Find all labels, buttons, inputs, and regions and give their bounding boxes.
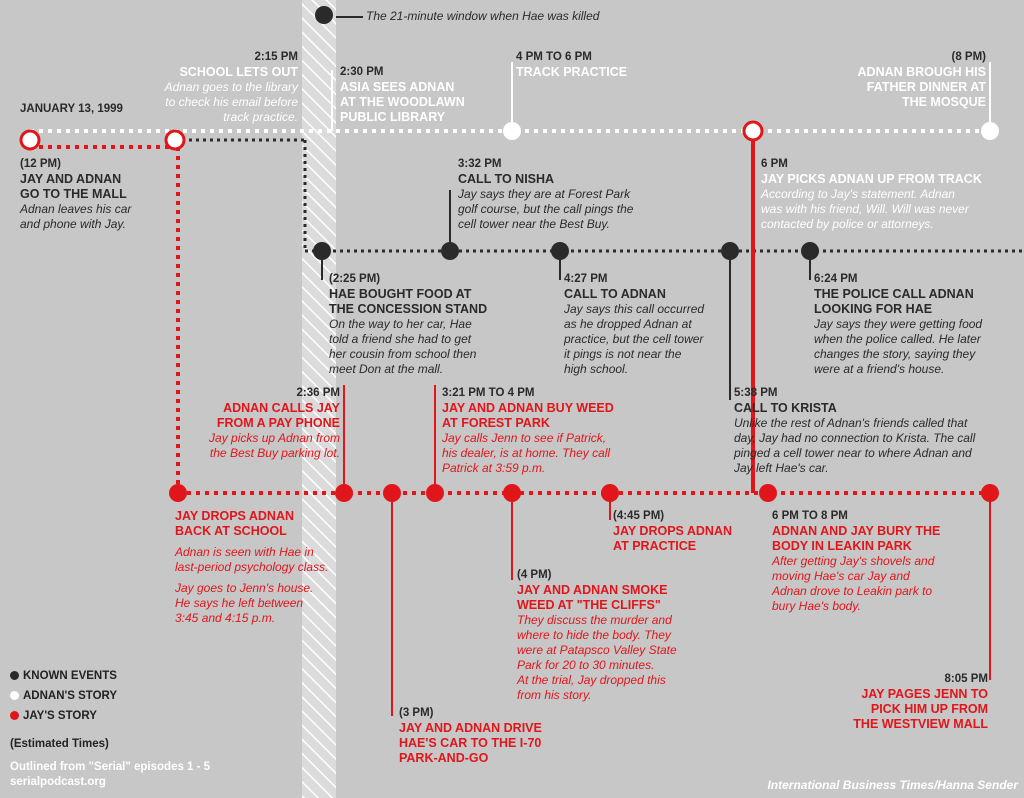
event-pages: 8:05 PM JAY PAGES JENN TO PICK HIM UP FROM THE WESTVIEW MALL — [853, 673, 988, 731]
credit: International Business Times/Hanna Sender — [767, 778, 1018, 792]
dot-mall — [21, 131, 39, 149]
window-note: The 21-minute window when Hae was killed — [366, 9, 600, 23]
event-payphone: 2:36 PM ADNAN CALLS JAY FROM A PAY PHONE Jay picks up Adnan from the Best Buy parking lot. — [209, 387, 340, 460]
dot-pickup — [744, 122, 762, 140]
event-nisha: 3:32 PM CALL TO NISHA Jay says they are at Forest Park golf course, but the call pings the cell tower near the Best Buy. — [458, 158, 634, 231]
event-drive: (3 PM) JAY AND ADNAN DRIVE HAE'S CAR TO THE I-70 PARK-AND-GO — [399, 707, 542, 765]
event-smoke: (4 PM) JAY AND ADNAN SMOKE WEED AT "THE CLIFFS" They discuss the murder and where to hide the body. They were at Patapsco Valley State Park for 20 to 30 minutes. At the trial, Jay dropped this from his story. — [517, 569, 677, 702]
adnan-dots — [21, 122, 999, 149]
event-pickup: 6 PM JAY PICKS ADNAN UP FROM TRACK According to Jay's statement. Adnan was with his friend, Will. Will was never contacted by police or attorneys. — [761, 158, 982, 231]
legend-adnan: ADNAN'S STORY — [10, 690, 117, 702]
event-dinner: (8 PM) ADNAN BROUGH HIS FATHER DINNER AT THE MOSQUE — [857, 51, 986, 109]
event-krista: 5:38 PM CALL TO KRISTA Unlike the rest of Adnan's friends called that day, Jay had no connection to Krista. The call pinged a cell tower near to where Adnan and Jay left Hae's car. — [734, 387, 976, 475]
event-call-adnan: 4:27 PM CALL TO ADNAN Jay says this call occurred as he dropped Adnan at practice, but the cell tower it pings is not near the high school. — [564, 273, 705, 376]
event-school: 2:15 PM SCHOOL LETS OUT Adnan goes to the library to check his email before track practice. — [164, 51, 298, 124]
event-police: 6:24 PM THE POLICE CALL ADNAN LOOKING FOR HAE Jay says they were getting food when the police called. He later changes the story, saying they were at a friend's house. — [814, 273, 983, 376]
event-food: (2:25 PM) HAE BOUGHT FOOD AT THE CONCESSION STAND On the way to her car, Hae told a friend she had to get her cousin from school then meet Don at the mall. — [329, 273, 488, 376]
legend-jay: JAY'S STORY — [10, 710, 97, 722]
event-asia: 2:30 PM ASIA SEES ADNAN AT THE WOODLAWN PUBLIC LIBRARY — [340, 66, 465, 124]
event-buy-weed: 3:21 PM TO 4 PM JAY AND ADNAN BUY WEED AT FOREST PARK Jay calls Jenn to see if Patrick, his dealer, is at home. They call Patrick at 3:59 p.m. — [442, 387, 614, 475]
event-bury: 6 PM TO 8 PM ADNAN AND JAY BURY THE BODY IN LEAKIN PARK After getting Jay's shovels and moving Hae's car Jay and Adnan drove to Leakin park to bury Hae's body. — [772, 510, 941, 613]
date-label: JANUARY 13, 1999 — [20, 103, 123, 115]
source-line-2: serialpodcast.org — [10, 776, 106, 788]
event-mall: (12 PM) JAY AND ADNAN GO TO THE MALL Adnan leaves his car and phone with Jay. — [20, 158, 132, 231]
legend-known: KNOWN EVENTS — [10, 670, 117, 682]
legend-jay-dot — [10, 711, 19, 720]
event-drop-school: JAY DROPS ADNAN BACK AT SCHOOL Adnan is seen with Hae in last-period psychology class. Jay goes to Jenn's house. He says he left between 3:45 and 4:15 p.m. — [175, 509, 329, 625]
source-line-1: Outlined from "Serial" episodes 1 - 5 — [10, 761, 211, 773]
dot-dinner — [981, 122, 999, 140]
event-track: 4 PM TO 6 PM TRACK PRACTICE — [516, 51, 628, 79]
legend-known-dot — [10, 671, 19, 680]
legend-adnan-dot — [10, 691, 19, 700]
event-drop-practice: (4:45 PM) JAY DROPS ADNAN AT PRACTICE — [613, 510, 733, 553]
legend-estimated: (Estimated Times) — [10, 738, 109, 750]
dot-track — [503, 122, 521, 140]
dot-school — [166, 131, 184, 149]
